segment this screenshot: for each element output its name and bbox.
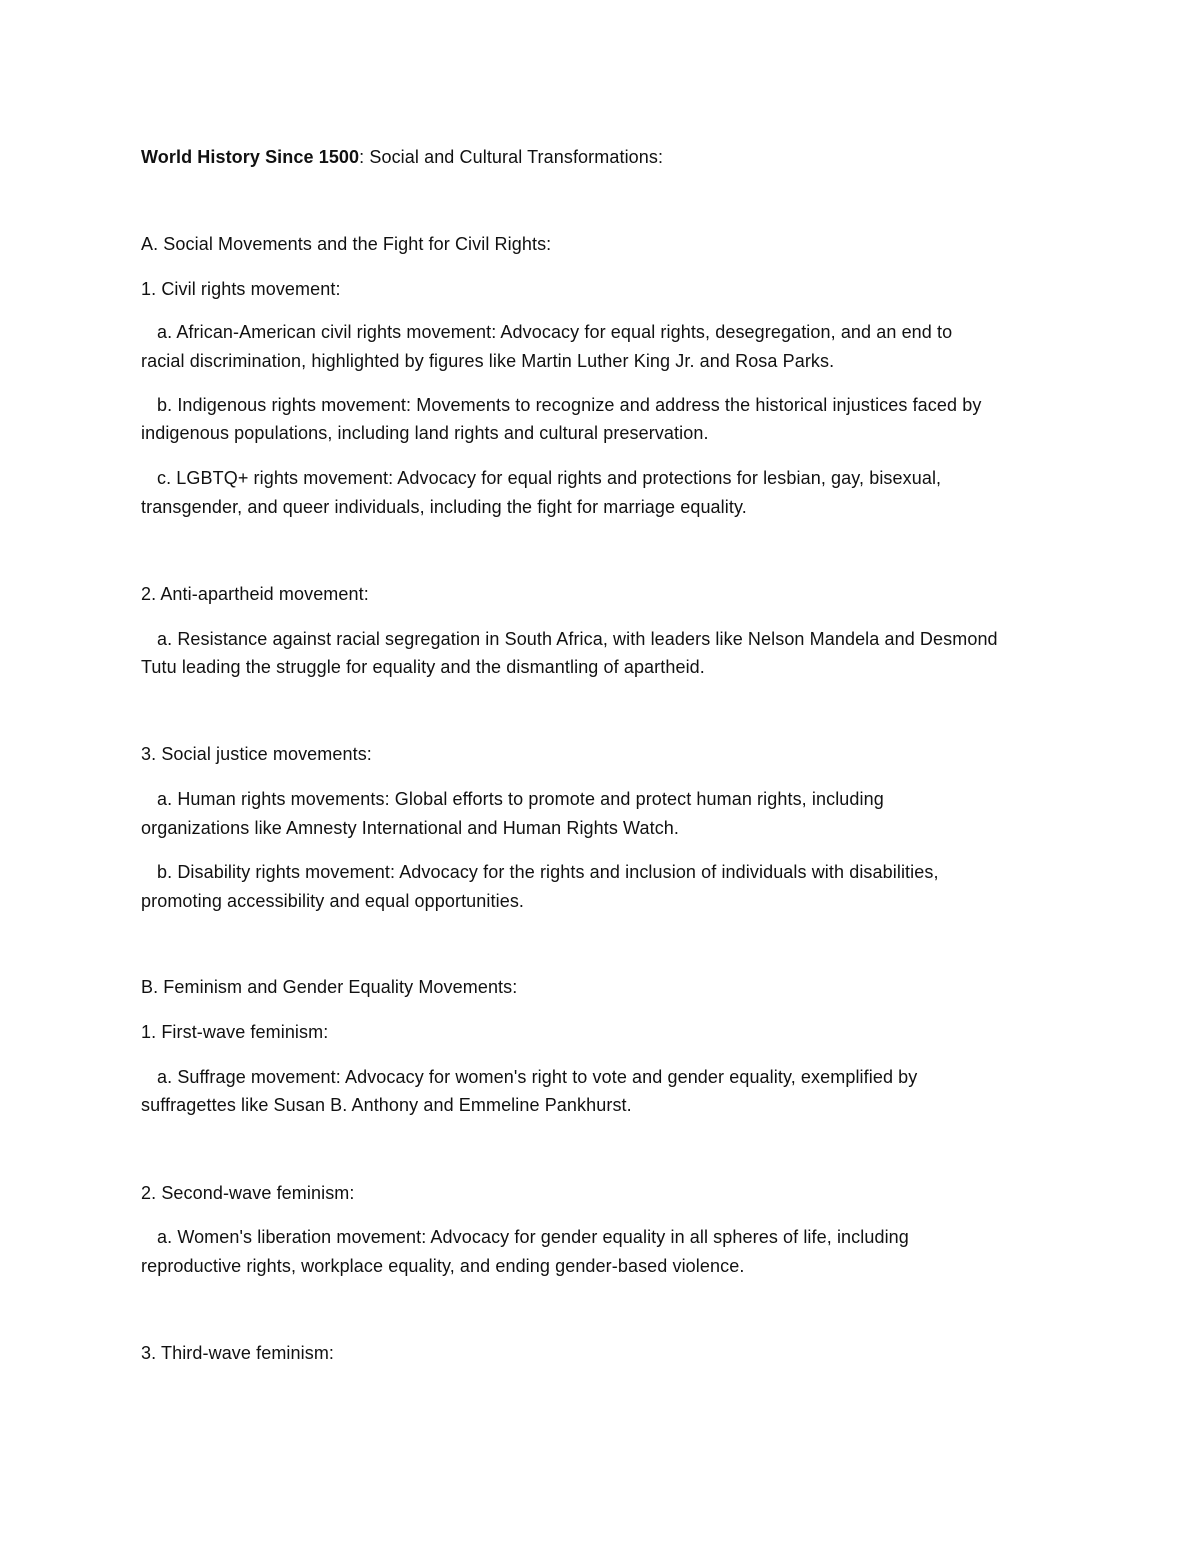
section-a-item1-heading: 1. Civil rights movement: <box>141 279 341 299</box>
section-b-item2-a-line1: a. Women's liberation movement: Advocacy for gender equality in all spheres of life, including <box>157 1227 909 1247</box>
section-a-item3-a-line1: a. Human rights movements: Global efforts to promote and protect human rights, including <box>157 789 884 809</box>
document-title-bold: World History Since 1500 <box>141 147 360 167</box>
document-title <box>141 143 663 172</box>
section-b-item1-a-line2: suffragettes like Susan B. Anthony and Emmeline Pankhurst. <box>141 1095 632 1115</box>
section-a-item1-b-line1: b. Indigenous rights movement: Movements to recognize and address the historical injustices faced by <box>157 395 982 415</box>
section-a-item2-heading: 2. Anti-apartheid movement: <box>141 584 369 604</box>
section-a-item2-a-line1: a. Resistance against racial segregation in South Africa, with leaders like Nelson Mandela and Desmond <box>157 629 998 649</box>
section-a-item3-a-line2: organizations like Amnesty International and Human Rights Watch. <box>141 818 680 838</box>
section-a-item1-a-line2: racial discrimination, highlighted by figures like Martin Luther King Jr. and Rosa Parks. <box>141 351 835 371</box>
section-a-item3-b-line1: b. Disability rights movement: Advocacy for the rights and inclusion of individuals with disabilities, <box>157 862 939 882</box>
section-b-item1-a-line1: a. Suffrage movement: Advocacy for women's right to vote and gender equality, exemplified by <box>157 1067 918 1087</box>
section-a-item1-b-line2: indigenous populations, including land rights and cultural preservation. <box>141 423 709 443</box>
section-b-item3-heading: 3. Third-wave feminism: <box>141 1343 335 1363</box>
section-b-heading: B. Feminism and Gender Equality Movements: <box>141 977 518 997</box>
section-b-item2-a-line2: reproductive rights, workplace equality, and ending gender-based violence. <box>141 1256 745 1276</box>
section-a-item2-a-line2: Tutu leading the struggle for equality and the dismantling of apartheid. <box>141 657 705 677</box>
section-b-item2-heading: 2. Second-wave feminism: <box>141 1183 355 1203</box>
section-a-item3-b-line2: promoting accessibility and equal opportunities. <box>141 891 525 911</box>
section-a-item1-c-line1: c. LGBTQ+ rights movement: Advocacy for equal rights and protections for lesbian, gay, bisexual, <box>157 468 942 488</box>
section-b-item1-heading: 1. First-wave feminism: <box>141 1022 329 1042</box>
section-a-item1-c-line2: transgender, and queer individuals, including the fight for marriage equality. <box>141 497 747 517</box>
section-a-heading: A. Social Movements and the Fight for Civil Rights: <box>141 234 552 254</box>
section-a-item1-a-line1: a. African-American civil rights movement: Advocacy for equal rights, desegregation, and an end to <box>157 322 953 342</box>
section-a-item3-heading: 3. Social justice movements: <box>141 744 372 764</box>
document-title-rest: : Social and Cultural Transformations: <box>359 147 664 167</box>
